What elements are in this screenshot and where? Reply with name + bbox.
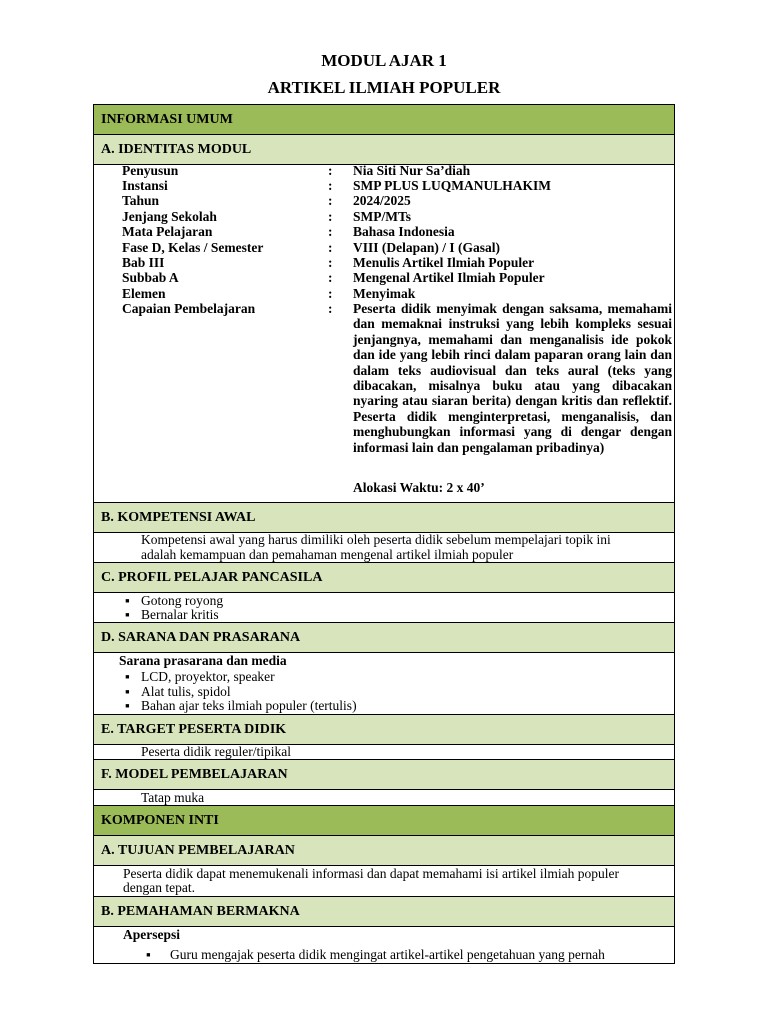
bullet-icon: ▪	[125, 669, 130, 684]
capaian-pembelajaran-text: Peserta didik menyimak dengan saksama, memahami dan memaknai instruksi yang lebih kompleks sesuai jenjangnya, memahami dan menganalisis ide pokok dan ide yang lebih rinci dalam paparan orang lain dan dalam teks audiovisual dan teks aural (teks yang dibacakan, misalnya buku atau yang dibacakan nyaring atau siaran berita) dengan kritis dan reflektif. Peserta didik menginterpretasi, menganalisis, dan menghubungkan informasi yang di dengar dengan informasi lain dan pengalaman pribadinya)	[353, 301, 672, 455]
sarana-subheading: Sarana prasarana dan media	[119, 653, 287, 668]
heading-pemahaman-bermakna: B. PEMAHAMAN BERMAKNA	[93, 896, 675, 927]
identitas-colon: :	[328, 240, 333, 255]
identitas-colon: :	[328, 178, 333, 193]
identitas-value: SMP/MTs	[353, 209, 412, 224]
identitas-colon: :	[328, 193, 333, 208]
alokasi-waktu: Alokasi Waktu: 2 x 40’	[353, 480, 485, 495]
heading-tujuan-pembelajaran: A. TUJUAN PEMBELAJARAN	[93, 835, 675, 866]
heading-identitas-modul: A. IDENTITAS MODUL	[93, 134, 675, 165]
identitas-key: Penyusun	[122, 163, 179, 178]
model-text: Tatap muka	[141, 790, 205, 805]
identitas-value: Menyimak	[353, 286, 416, 301]
identitas-key: Capaian Pembelajaran	[122, 301, 256, 316]
identitas-colon: :	[328, 301, 333, 316]
identitas-value: Mengenal Artikel Ilmiah Populer	[353, 270, 545, 285]
heading-sarana-prasarana: D. SARANA DAN PRASARANA	[93, 622, 675, 653]
identitas-colon: :	[328, 255, 333, 270]
identitas-value: 2024/2025	[353, 193, 411, 208]
identitas-key: Tahun	[122, 193, 160, 208]
identitas-colon: :	[328, 224, 333, 239]
tujuan-line1: Peserta didik dapat menemukenali informasi dan dapat memahami isi artikel ilmiah populer	[123, 866, 619, 881]
identitas-value: Menulis Artikel Ilmiah Populer	[353, 255, 535, 270]
identitas-colon: :	[328, 209, 333, 224]
identitas-key: Mata Pelajaran	[122, 224, 213, 239]
list-item-text: Bahan ajar teks ilmiah populer (tertulis)	[141, 698, 357, 713]
apersepsi-subheading: Apersepsi	[123, 927, 180, 942]
document-subtitle: ARTIKEL ILMIAH POPULER	[267, 78, 501, 97]
identitas-colon: :	[328, 163, 333, 178]
identitas-value: VIII (Delapan) / I (Gasal)	[353, 240, 501, 255]
document-title: MODUL AJAR 1	[321, 51, 447, 70]
list-item-text: Gotong royong	[141, 593, 224, 608]
section-informasi-umum: INFORMASI UMUM	[93, 104, 675, 135]
identitas-colon: :	[328, 286, 333, 301]
kompetensi-awal-line2: adalah kemampuan dan pemahaman mengenal artikel ilmiah populer	[141, 547, 514, 562]
heading-target-peserta-didik: E. TARGET PESERTA DIDIK	[93, 714, 675, 745]
identitas-key: Jenjang Sekolah	[122, 209, 217, 224]
list-item-text: Guru mengajak peserta didik mengingat artikel-artikel pengetahuan yang pernah	[170, 947, 605, 962]
tujuan-line2: dengan tepat.	[123, 880, 195, 895]
identitas-key: Elemen	[122, 286, 166, 301]
identitas-value: SMP PLUS LUQMANULHAKIM	[353, 178, 552, 193]
heading-model-pembelajaran: F. MODEL PEMBELAJARAN	[93, 759, 675, 790]
kompetensi-awal-line1: Kompetensi awal yang harus dimiliki oleh peserta didik sebelum mempelajari topik ini	[141, 532, 611, 547]
bullet-icon: ▪	[125, 684, 130, 699]
bullet-icon: ▪	[125, 698, 130, 713]
identitas-value: Nia Siti Nur Sa’diah	[353, 163, 471, 178]
bullet-icon: ▪	[125, 593, 130, 608]
heading-profil-pelajar-pancasila: C. PROFIL PELAJAR PANCASILA	[93, 562, 675, 593]
target-text: Peserta didik reguler/tipikal	[141, 744, 291, 759]
list-item-text: Alat tulis, spidol	[141, 684, 231, 699]
list-item-text: LCD, proyektor, speaker	[141, 669, 275, 684]
identitas-colon: :	[328, 270, 333, 285]
identitas-value: Bahasa Indonesia	[353, 224, 455, 239]
table-bottom-border	[93, 963, 675, 964]
heading-kompetensi-awal: B. KOMPETENSI AWAL	[93, 502, 675, 533]
bullet-icon: ▪	[125, 607, 130, 622]
identitas-key: Subbab A	[122, 270, 179, 285]
identitas-key: Fase D, Kelas / Semester	[122, 240, 264, 255]
identitas-key: Bab III	[122, 255, 165, 270]
section-komponen-inti: KOMPONEN INTI	[93, 805, 675, 836]
bullet-icon: ▪	[146, 947, 151, 962]
list-item-text: Bernalar kritis	[141, 607, 219, 622]
identitas-key: Instansi	[122, 178, 168, 193]
